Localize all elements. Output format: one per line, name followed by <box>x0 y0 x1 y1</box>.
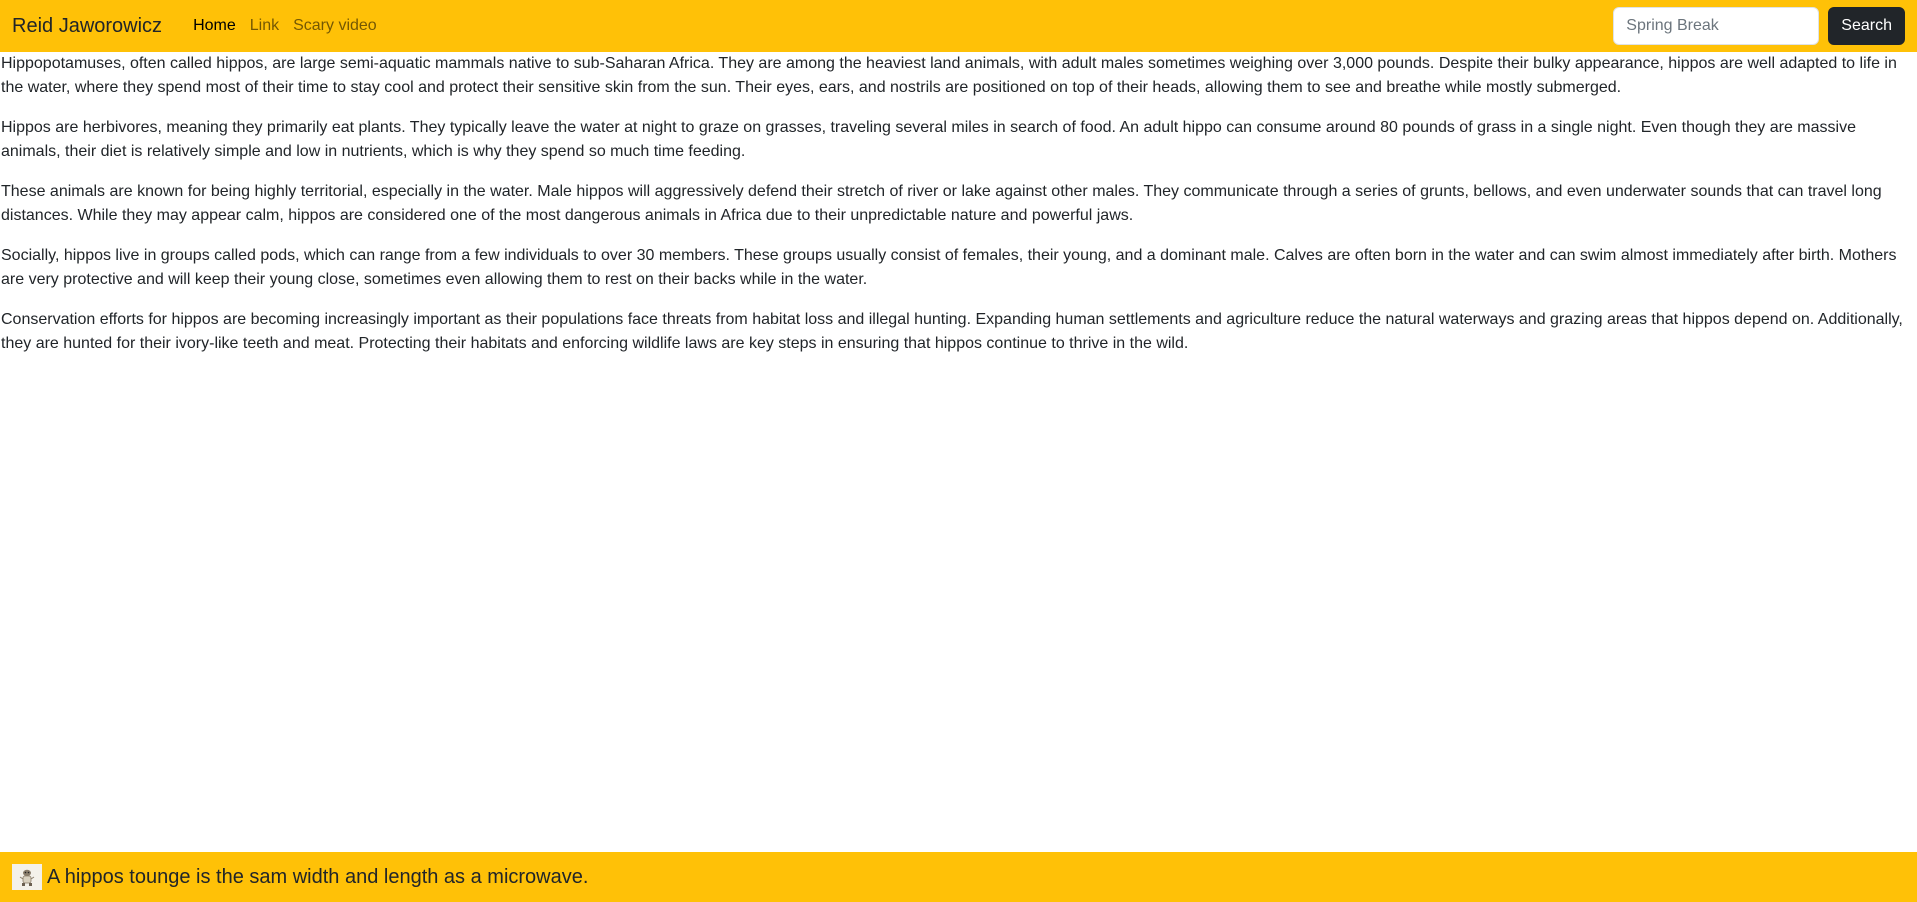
paragraph-conservation: Conservation efforts for hippos are becoming increasingly important as their populations face threats from habitat loss and illegal hunting. Expanding human settlements and agriculture reduce the natural waterways and grazing areas that hippos depend on. Additionally, they are hunted for their ivory-like teeth and meat. Protecting their habitats and enforcing wildlife laws are key steps in ensuring that hippos continue to thrive in the wild. <box>1 311 1903 352</box>
nav-link-link[interactable]: Link <box>249 17 280 34</box>
footer <box>0 852 1917 902</box>
nav-link-home[interactable]: Home <box>193 17 236 34</box>
paragraph-territory: These animals are known for being highly territorial, especially in the water. Male hippos will aggressively defend their stretch of river or lake against other males. They communicate through a series of grunts, bellows, and even underwater sounds that can travel long distances. While they may appear calm, hippos are considered one of the most dangerous animals in Africa due to their unpredictable nature and powerful jaws. <box>1 183 1882 224</box>
search-input[interactable] <box>1613 7 1819 45</box>
nav-link-scary-video[interactable]: Scary video <box>293 17 377 34</box>
footer-fact-text: A hippos tounge is the sam width and length as a microwave. <box>47 865 589 888</box>
main-content <box>0 52 1917 372</box>
navbar <box>0 0 1917 52</box>
paragraph-diet: Hippos are herbivores, meaning they primarily eat plants. They typically leave the water at night to graze on grasses, traveling several miles in search of food. An adult hippo can consume around 80 pounds of grass in a single night. Even though they are massive animals, their diet is relatively simple and low in nutrients, which is why they spend so much time feeding. <box>1 119 1856 160</box>
nav-links <box>186 17 384 35</box>
search-button[interactable]: Search <box>1828 7 1905 45</box>
paragraph-intro: Hippopotamuses, often called hippos, are large semi-aquatic mammals native to sub-Saharan Africa. They are among the heaviest land animals, with adult males sometimes weighing over 3,000 pounds. Despite their bulky appearance, hippos are well adapted to life in the water, where they spend most of their time to stay cool and protect their sensitive skin from the sun. Their eyes, ears, and nostrils are positioned on top of their heads, allowing them to see and breathe while mostly submerged. <box>1 55 1897 96</box>
paragraph-social: Socially, hippos live in groups called pods, which can range from a few individuals to over 30 members. These groups usually consist of females, their young, and a dominant male. Calves are often born in the water and can swim almost immediately after birth. Mothers are very protective and will keep their young close, sometimes even allowing them to rest on their backs while in the water. <box>1 247 1897 288</box>
search-form <box>1613 7 1905 45</box>
navbar-brand[interactable]: Reid Jaworowicz <box>12 14 163 37</box>
hippo-image-icon <box>12 864 42 890</box>
